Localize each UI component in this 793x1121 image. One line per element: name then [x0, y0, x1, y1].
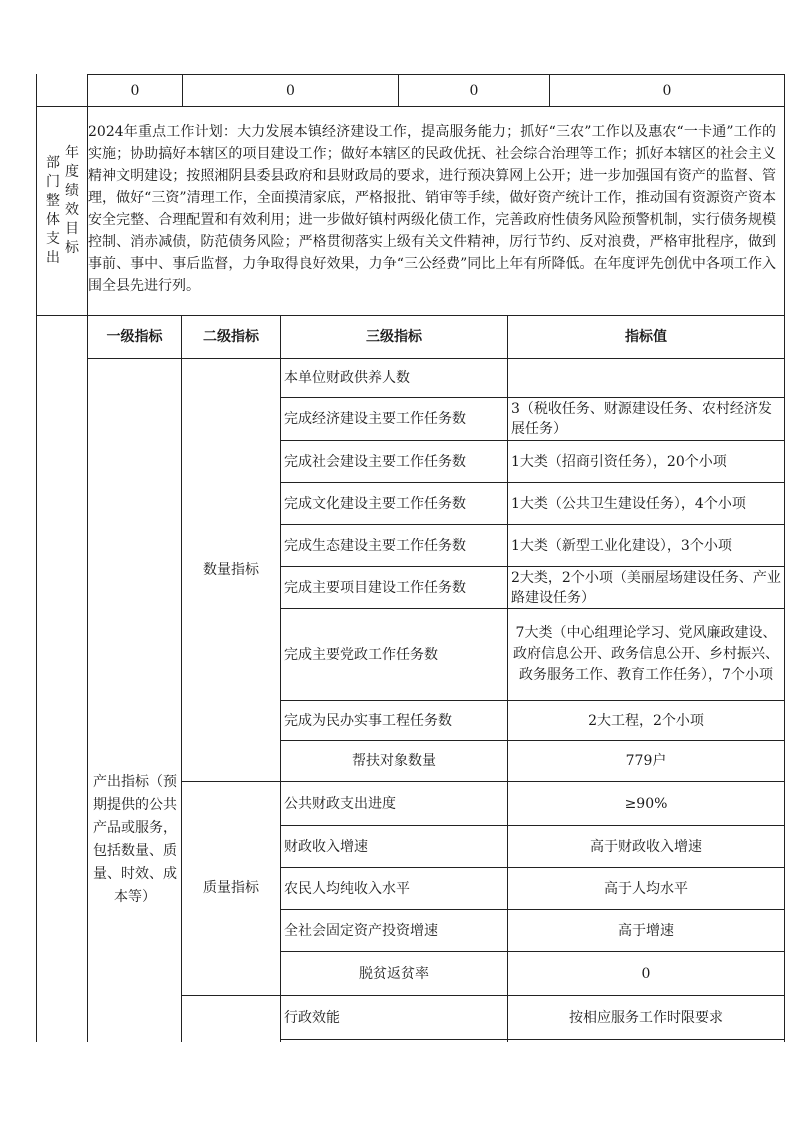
table-row-value: 7大类（中心组理论学习、党风廉政建设、政府信息公开、政务信息公开、乡村振兴、政务服务工作、教育工作任务），7个小项 [513, 625, 779, 683]
group-quality-label: 质量指标 [203, 880, 259, 896]
table-row-value: 0 [641, 965, 651, 982]
top-row-cell-2: 0 [286, 82, 295, 99]
group-quantity-label: 数量指标 [203, 562, 259, 578]
table-row-indicator: 全社会固定资产投资增速 [284, 922, 438, 939]
table-row-indicator: 完成主要党政工作任务数 [284, 646, 438, 663]
table-row-indicator: 完成为民办实事工程任务数 [284, 712, 452, 729]
table-row-value: 3（税收任务、财源建设任务、农村经济发展任务） [511, 401, 772, 437]
table-row-value: 高于人均水平 [604, 880, 688, 897]
top-row-cell-4: 0 [662, 82, 672, 99]
table-row-indicator: 农民人均纯收入水平 [284, 880, 410, 897]
section-label-department: 部门整体支出 [46, 155, 60, 266]
table-row-indicator: 行政效能 [284, 1009, 340, 1026]
table-row-indicator: 帮扶对象数量 [352, 753, 436, 769]
table-row-value: 高于增速 [618, 922, 674, 939]
table-row-value: ≥90% [624, 795, 668, 812]
table-row-indicator: 财政收入增速 [284, 838, 368, 855]
table-row-indicator: 完成主要项目建设工作任务数 [284, 579, 466, 596]
header-level1: 一级指标 [106, 329, 163, 345]
table-row-indicator: 完成生态建设主要工作任务数 [284, 537, 466, 554]
table-row-value [511, 359, 781, 397]
table-row-indicator: 本单位财政供养人数 [284, 370, 410, 386]
header-level2: 二级指标 [203, 329, 259, 345]
table-row-indicator: 完成文化建设主要工作任务数 [284, 495, 466, 512]
table-row-value: 1大类（公共卫生建设任务），4个小项 [511, 495, 746, 512]
table-row-indicator: 公共财政支出进度 [284, 795, 396, 812]
top-row-cell-1: 0 [130, 82, 140, 99]
level1-output-label: 产出指标（预期提供的公共产品或服务，包括数量、质量、时效、成本等） [93, 774, 177, 905]
section-label-annual-goal: 年度绩效目标 [65, 145, 79, 256]
table-row-value: 1大类（招商引资任务），20个小项 [511, 453, 727, 470]
header-value: 指标值 [625, 329, 667, 345]
table-row-indicator: 完成经济建设主要工作任务数 [284, 411, 466, 427]
top-row-cell-3: 0 [469, 82, 479, 99]
table-row-value: 1大类（新型工业化建设），3个小项 [511, 537, 732, 554]
table-row-indicator: 脱贫返贫率 [359, 965, 429, 982]
header-level3: 三级指标 [366, 329, 422, 345]
table-row-value: 2大工程，2个小项 [588, 712, 704, 729]
table-row-value: 按相应服务工作时限要求 [569, 1009, 723, 1026]
table-row-value: 779户 [625, 753, 667, 769]
table-row-value: 2大类，2个小项（美丽屋场建设任务、产业路建设任务） [511, 569, 781, 606]
table-row-indicator: 完成社会建设主要工作任务数 [284, 453, 466, 470]
table-row-value: 高于财政收入增速 [590, 838, 702, 855]
annual-goal-text: 2024年重点工作计划：大力发展本镇经济建设工作，提高服务能力；抓好“三农”工作以及惠农“一卡通”工作的实施；协助搞好本辖区的项目建设工作；做好本辖区的民政优抚、社会综合治理等工作；抓好本辖区的社会主义精神文明建设；按照湘阴县委县政府和县财政局的要求，进行预决算网上公开；进一步加强国有资产的监督、管理，做好“三资”清理工作，全面摸清家底，严格报批、销审等手续，做好资产统计工作，推动国有资源资产资本安全完整、合理配置和有效利用；进一步做好镇村两级化债工作，完善政府性债务风险预警机制，实行债务规模控制、消赤减债，防范债务风险；严格贯彻落实上级有关文件精神，厉行节约、反对浪费，严格审批程序，做到事前、事中、事后监督，力争取得良好效果，力争“三公经费”同比上年有所降低。在年度评先创优中各项工作入围全县先进行列。 [88, 124, 776, 294]
